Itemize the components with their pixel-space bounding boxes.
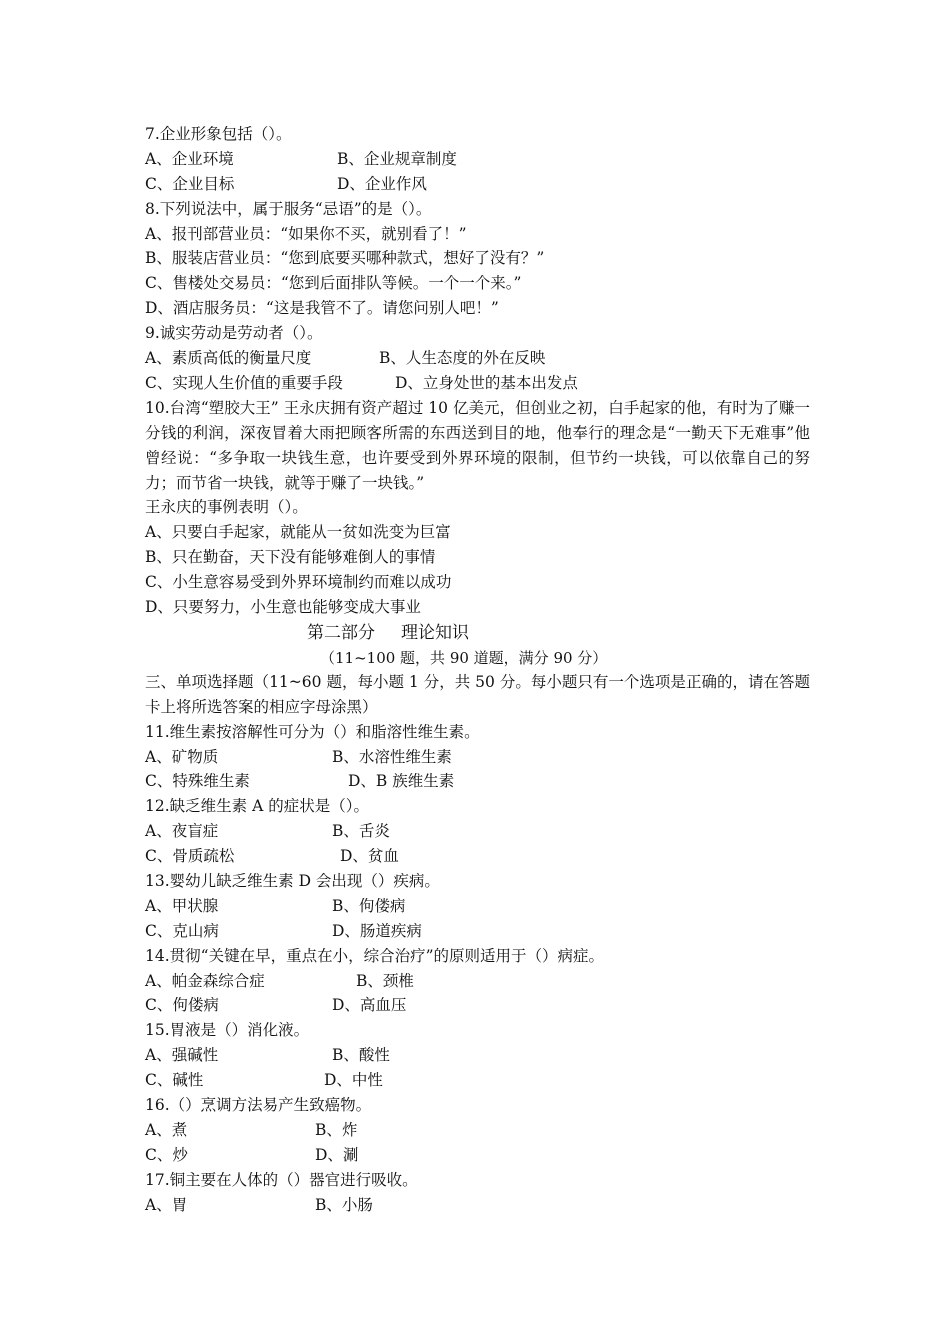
option-b: B、颈椎: [356, 971, 414, 990]
option-row: [145, 969, 810, 994]
option-a: A、矿物质: [145, 747, 219, 766]
option-d: D、中性: [324, 1071, 383, 1090]
option-row: [145, 894, 810, 919]
option-a: A、胃: [145, 1195, 188, 1214]
option-c: C、佝偻病: [145, 996, 219, 1015]
option-c: C、炒: [145, 1145, 188, 1164]
option-c: C、售楼处交易员：“您到后面排队等候。一个一个来。”: [145, 274, 522, 293]
question-stem: 15.胃液是（）消化液。: [145, 1021, 310, 1040]
option-b: B、水溶性维生素: [332, 747, 452, 766]
option-d: D、只要努力，小生意也能够变成大事业: [145, 597, 421, 616]
option-c: C、企业目标: [145, 174, 235, 193]
question-stem: 7.企业形象包括（）。: [145, 125, 292, 143]
option-b: B、佝偻病: [332, 896, 406, 915]
option-d: D、企业作风: [337, 174, 427, 193]
option-a: A、帕金森综合症: [145, 971, 265, 990]
question-stem: 8.下列说法中，属于服务“忌语”的是（）。: [145, 199, 432, 218]
question-stem: 9.诚实劳动是劳动者（）。: [145, 324, 323, 343]
option-d: D、贫血: [340, 847, 399, 866]
option-row: [145, 1118, 810, 1143]
option-c: C、小生意容易受到外界环境制约而难以成功: [145, 573, 452, 592]
option-row: [145, 1043, 810, 1068]
option-row: [145, 844, 810, 869]
option-d: D、涮: [315, 1145, 359, 1164]
question-stem: 16.（）烹调方法易产生致癌物。: [145, 1096, 372, 1115]
option-d: D、立身处世的基本出发点: [395, 373, 578, 392]
option-row: [145, 919, 810, 944]
option-a: A、甲状腺: [145, 896, 219, 915]
option-row: [145, 1068, 810, 1093]
option-row: [145, 1193, 810, 1218]
option-a: A、煮: [145, 1120, 188, 1139]
question-prompt: 王永庆的事例表明（）。: [145, 498, 308, 517]
option-d: D、高血压: [332, 996, 407, 1015]
option-d: D、B 族维生素: [348, 772, 455, 791]
option-a: A、只要白手起家，就能从一贫如洗变为巨富: [145, 523, 451, 542]
option-b: B、服装店营业员：“您到底要买哪种款式，想好了没有？”: [145, 249, 545, 268]
section-subtitle: （11~100 题，共 90 道题，满分 90 分）: [320, 648, 608, 667]
option-row: [145, 745, 810, 770]
question-stem: 12.缺乏维生素 A 的症状是（）。: [145, 797, 369, 816]
option-c: C、实现人生价值的重要手段: [145, 373, 343, 392]
option-b: B、小肠: [315, 1195, 373, 1214]
question-stem: 14.贯彻“关键在早，重点在小，综合治疗”的原则适用于（）病症。: [145, 946, 605, 965]
option-b: B、酸性: [332, 1046, 390, 1065]
option-d: D、酒店服务员：“这是我管不了。请您问别人吧！”: [145, 299, 499, 318]
option-row: [145, 769, 810, 794]
option-row: [145, 819, 810, 844]
option-row: [145, 147, 810, 172]
option-c: C、碱性: [145, 1071, 204, 1090]
option-b: B、炸: [315, 1120, 358, 1139]
question-stem: 17.铜主要在人体的（）器官进行吸收。: [145, 1170, 418, 1189]
option-a: A、强碱性: [145, 1046, 219, 1065]
section-title-right: 理论知识: [401, 622, 469, 643]
option-a: A、报刊部营业员：“如果你不买，就别看了！”: [145, 224, 467, 243]
option-row: [145, 993, 810, 1018]
option-a: A、夜盲症: [145, 822, 219, 841]
section-instructions: 三、单项选择题（11~60 题，每小题 1 分，共 50 分。每小题只有一个选项是正确的，请在答题卡上将所选答案的相应字母涂黑）: [145, 672, 810, 716]
option-c: C、骨质疏松: [145, 847, 235, 866]
option-row: [145, 346, 810, 371]
option-c: C、克山病: [145, 921, 219, 940]
question-stem: 13.婴幼儿缺乏维生素 D 会出现（）疾病。: [145, 872, 440, 891]
section-heading: [145, 620, 810, 646]
question-stem: 10.台湾“塑胶大王” 王永庆拥有资产超过 10 亿美元，但创业之初，白手起家的他，有时为了赚一分钱的利润，深夜冒着大雨把顾客所需的东西送到目的地，他奉行的理念是“一勤天下无难事”他曾经说：“多争取一块钱生意，也许要受到外界环境的限制，但节约一块钱，可以依靠自己的努力；而节省一块钱，就等于赚了一块钱。”: [145, 398, 810, 492]
option-row: [145, 172, 810, 197]
option-b: B、企业规章制度: [337, 149, 457, 168]
page-content: [145, 122, 810, 1218]
option-c: C、特殊维生素: [145, 772, 250, 791]
option-row: [145, 1143, 810, 1168]
option-b: B、人生态度的外在反映: [379, 349, 546, 368]
option-a: A、企业环境: [145, 149, 234, 168]
option-b: B、舌炎: [332, 822, 390, 841]
option-row: [145, 371, 810, 396]
question-stem: 11.维生素按溶解性可分为（）和脂溶性维生素。: [145, 722, 480, 741]
section-title-left: 第二部分: [307, 622, 375, 643]
option-a: A、素质高低的衡量尺度: [145, 349, 312, 368]
option-b: B、只在勤奋，天下没有能够难倒人的事情: [145, 548, 436, 567]
option-d: D、肠道疾病: [332, 921, 422, 940]
